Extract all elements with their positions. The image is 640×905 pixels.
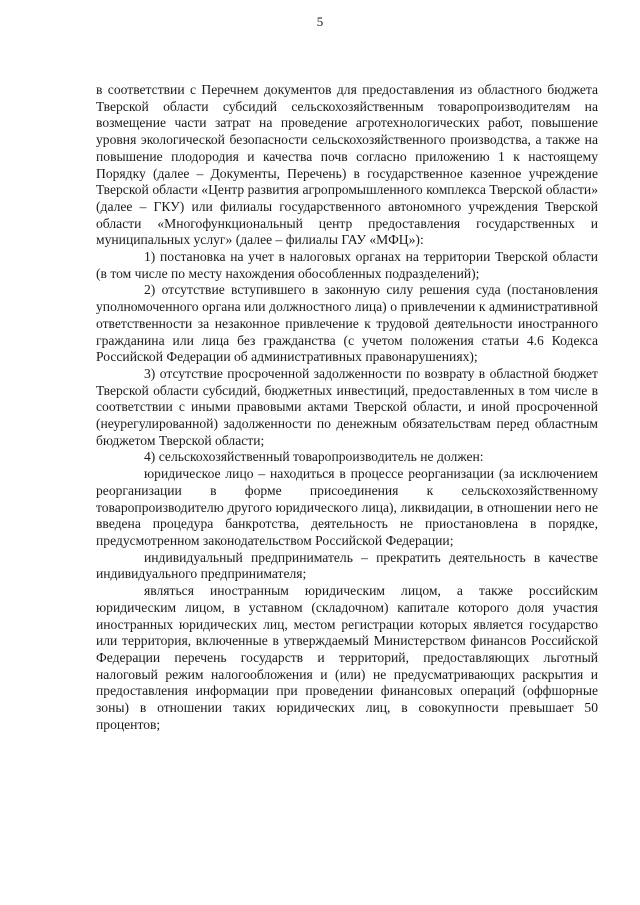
legal-entity-paragraph: юридическое лицо – находиться в процессе реорганизации (за исключением реорганизации в форме присоединения к сельскохозяйственному товаропроизводителю другого юридического лица), ликвидации, в отношении него не введена процедура банкротства, деятельность не приостановлена в порядке, предусмотренном законодательством Российской Федерации; (96, 466, 598, 548)
condition-3-paragraph: 3) отсутствие просроченной задолженности по возврату в областной бюджет Тверской области субсидий, бюджетных инвестиций, предоставленных в том числе в соответствии с иными правовыми актами Тверской области, и иной просроченной (неурегулированной) задолженности по денежным обязательствам перед областным бюджетом Тверской области; (96, 365, 598, 448)
document-body (96, 82, 598, 733)
condition-4-paragraph: 4) сельскохозяйственный товаропроизводитель не должен: (144, 449, 484, 465)
intro-paragraph: в соответствии с Перечнем документов для предоставления из областного бюджета Тверской области субсидий сельскохозяйственным товаропроизводителям на возмещение части затрат на проведение агротехнологических работ, повышение уровня экологической безопасности сельскохозяйственного производства, а также на повышение плодородия и качества почв согласно приложению 1 к настоящему Порядку (далее – Документы, Перечень) в государственное казенное учреждение Тверской области «Центр развития агропромышленного комплекса Тверской области» (далее – ГКУ) или филиалы государственного автономного учреждения Тверской области «Многофункциональный центр предоставления государственных и муниципальных услуг» (далее – филиалы ГАУ «МФЦ»): (96, 82, 598, 248)
condition-1-paragraph: 1) постановка на учет в налоговых органах на территории Тверской области (в том числе по месту нахождения обособленных подразделений); (96, 249, 598, 281)
page-number: 5 (316, 14, 324, 29)
condition-2-paragraph: 2) отсутствие вступившего в законную силу решения суда (постановления уполномоченного органа или должностного лица) о привлечении к административной ответственности за незаконное привлечение к трудовой деятельности иностранного гражданина или лица без гражданства (с учетом положения статьи 4.6 Кодекса Российской Федерации об административных правонарушениях); (96, 282, 598, 365)
foreign-entity-paragraph: являться иностранным юридическим лицом, а также российским юридическим лицом, в уставном (складочном) капитале которого доля участия иностранных юридических лиц, местом регистрации которых является государство или территория, включенные в утверждаемый Министерством финансов Российской Федерации перечень государств и территорий, предоставляющих льготный налоговый режим налогообложения и (или) не предусматривающих раскрытия и предоставления информации при проведении финансовых операций (оффшорные зоны) в отношении таких юридических лиц, в совокупности превышает 50 процентов; (96, 583, 598, 732)
individual-entrepreneur-paragraph: индивидуальный предприниматель – прекратить деятельность в качестве индивидуального предпринимателя; (96, 549, 598, 582)
